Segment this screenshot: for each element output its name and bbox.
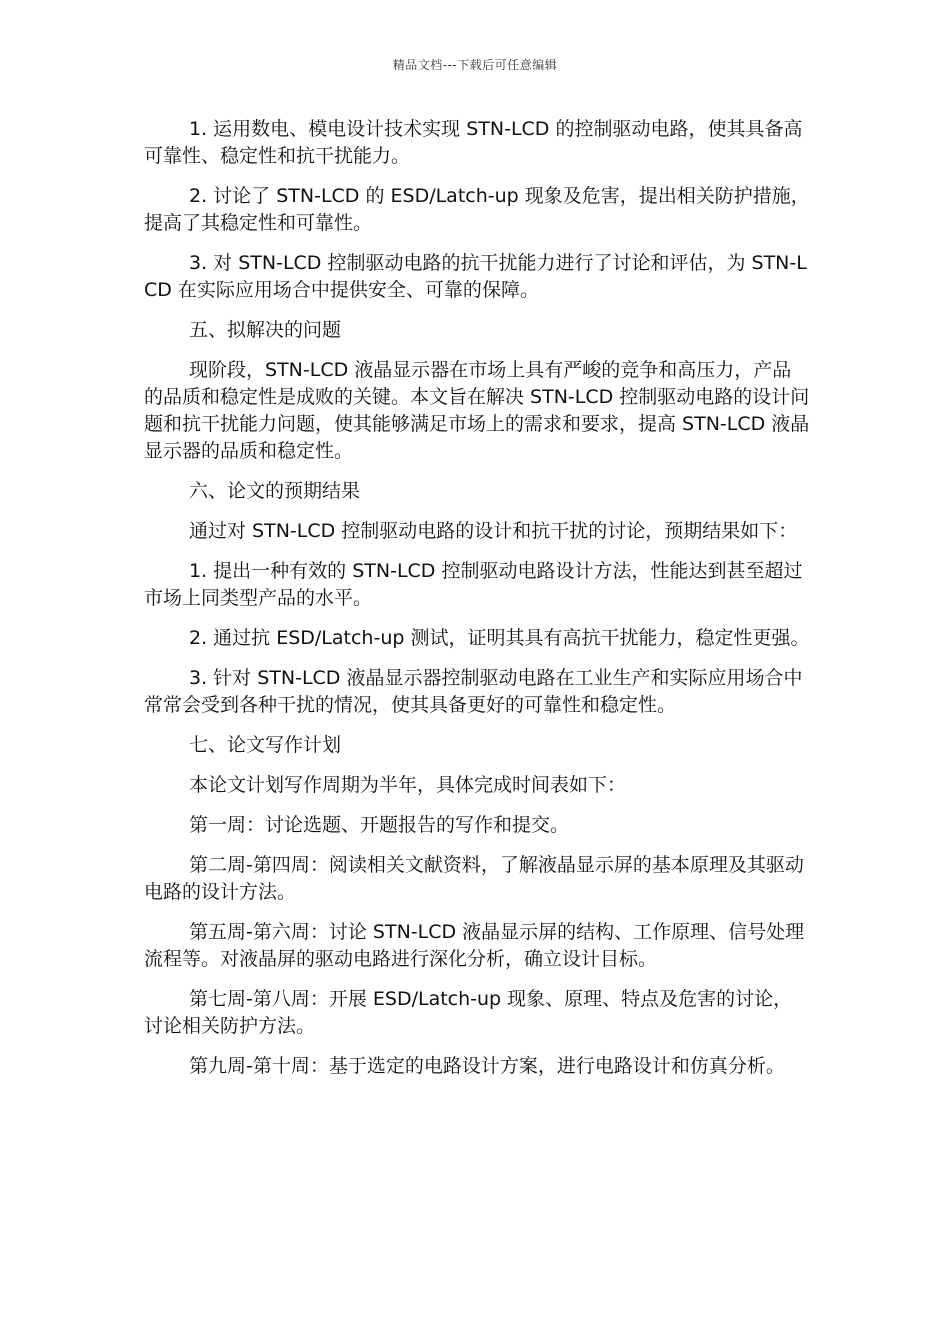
schedule-item: 第五周-第六周：讨论 STN-LCD 液晶显示屏的结构、工作原理、信号处理流程等。对液晶屏的驱动电路进行深化分析，确立设计目标。 [144, 921, 805, 970]
list-item-3: 3. 对 STN-LCD 控制驱动电路的抗干扰能力进行了讨论和评估，为 STN-LCD 在实际应用场合中提供安全、可靠的保障。 [144, 252, 807, 301]
body-paragraph: 现阶段，STN-LCD 液晶显示器在市场上具有严峻的竞争和高压力，产品的品质和稳定性是成败的关键。本文旨在解决 STN-LCD 控制驱动电路的设计问题和抗干扰能力问题，使其能够满足市场上的需求和要求，提高 STN-LCD 液晶显示器的品质和稳定性。 [144, 359, 810, 462]
list-item-1: 1. 运用数电、模电设计技术实现 STN-LCD 的控制驱动电路，使其具备高可靠性、稳定性和抗干扰能力。 [144, 118, 803, 167]
body-paragraph: 通过对 STN-LCD 控制驱动电路的设计和抗干扰的讨论，预期结果如下： [189, 520, 798, 542]
list-item-1: 1. 提出一种有效的 STN-LCD 控制驱动电路设计方法，性能达到甚至超过市场上同类型产品的水平。 [144, 560, 803, 609]
section-heading-5: 五、拟解决的问题 [189, 319, 342, 341]
page-header: 精品文档---下载后可任意编辑 [392, 58, 558, 72]
list-item-3: 3. 针对 STN-LCD 液晶显示器控制驱动电路在工业生产和实际应用场合中常常会受到各种干扰的情况，使其具备更好的可靠性和稳定性。 [144, 667, 803, 716]
section-heading-7: 七、论文写作计划 [189, 734, 342, 756]
schedule-item: 第九周-第十周：基于选定的电路设计方案，进行电路设计和仿真分析。 [189, 1055, 785, 1077]
schedule-item: 第二周-第四周：阅读相关文献资料，了解液晶显示屏的基本原理及其驱动电路的设计方法。 [144, 854, 804, 903]
list-item-2: 2. 通过抗 ESD/Latch-up 测试，证明其具有高抗干扰能力，稳定性更强。 [189, 627, 810, 649]
body-paragraph: 本论文计划写作周期为半年，具体完成时间表如下： [189, 774, 627, 796]
section-heading-6: 六、论文的预期结果 [189, 480, 361, 502]
schedule-item: 第七周-第八周：开展 ESD/Latch-up 现象、原理、特点及危害的讨论，讨论相关防护方法。 [144, 988, 793, 1037]
document-body [144, 116, 810, 1093]
list-item-2: 2. 讨论了 STN-LCD 的 ESD/Latch-up 现象及危害，提出相关防护措施，提高了其稳定性和可靠性。 [144, 185, 810, 234]
schedule-item: 第一周：讨论选题、开题报告的写作和提交。 [189, 814, 570, 836]
